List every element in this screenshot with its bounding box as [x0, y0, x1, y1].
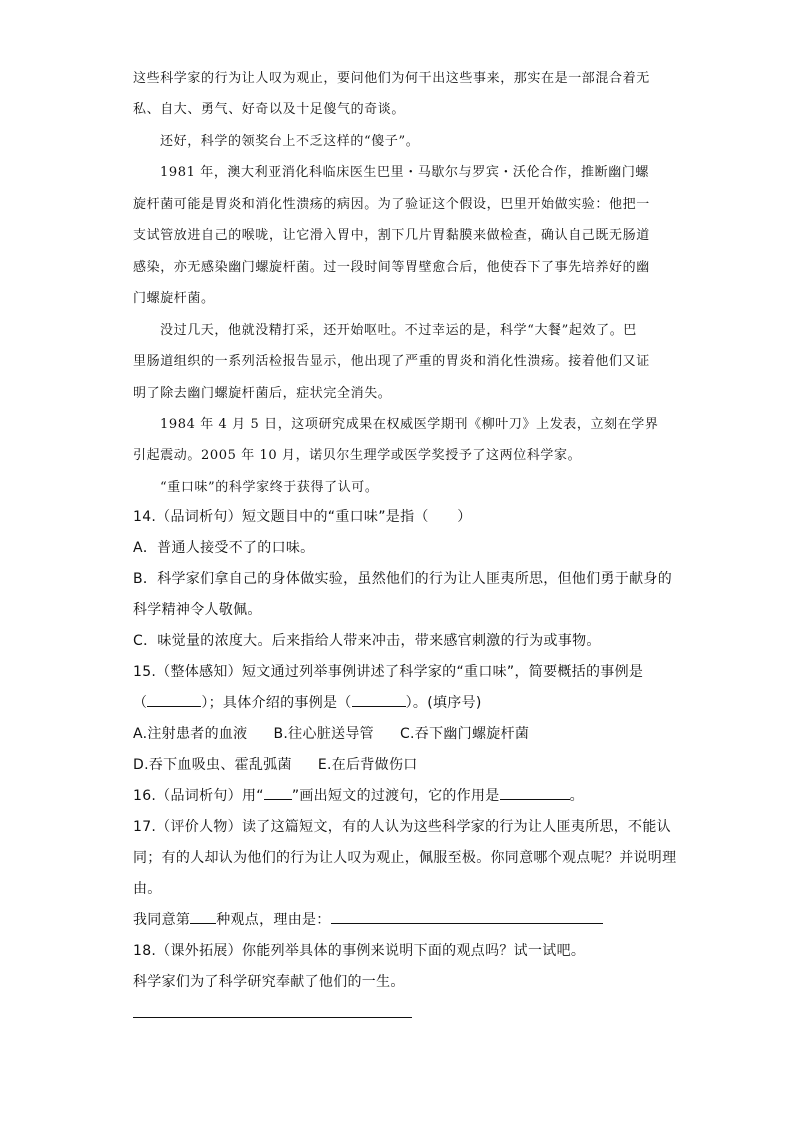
passage-line-14: “重口味”的科学家终于获得了认可。 — [160, 480, 379, 495]
passage-line-10: 里肠道组织的一系列活检报告显示，他出现了严重的胃炎和消化性溃疡。接着他们又证 — [133, 354, 650, 369]
passage-line-12: 1984 年 4 月 5 日，这项研究成果在权威医学期刊《柳叶刀》上发表，立刻在学界 — [160, 417, 659, 432]
passage-line-6: 支试管放进自己的喉咙，让它滑入胃中，割下几片胃黏膜来做检查，确认自己既无肠道 — [133, 228, 650, 243]
q15-stem-line1: 15.（整体感知）短文通过列举事例讲述了科学家的“重口味”，简要概括的事例是 — [133, 664, 644, 680]
q18-answer-blank[interactable] — [133, 1017, 412, 1018]
passage-line-8: 门螺旋杆菌。 — [133, 291, 215, 306]
q17-blank-reason[interactable] — [331, 911, 603, 924]
passage-line-3: 还好，科学的领奖台上不乏这样的“傻子”。 — [160, 134, 420, 149]
q18-viewpoint: 科学家们为了科学研究奉献了他们的一生。 — [133, 974, 405, 990]
q14-option-b-line1: B．科学家们拿自己的身体做实验，虽然他们的行为让人匪夷所思，但他们勇于献身的 — [133, 571, 673, 587]
q17-stem-line1: 17.（评价人物）读了这篇短文，有的人认为这些科学家的行为让人匪夷所思，不能认 — [133, 819, 671, 835]
passage-line-11: 明了除去幽门螺旋杆菌后，症状完全消失。 — [133, 386, 392, 401]
passage-line-4: 1981 年，澳大利亚消化科临床医生巴里・马歇尔与罗宾・沃伦合作，推断幽门螺 — [160, 165, 650, 180]
q16-text-a: 16.（品词析句）用“ — [133, 788, 264, 804]
q15-open-paren: （ — [133, 695, 148, 711]
q15-option-a: A.注射患者的血液 — [133, 726, 248, 742]
q15-option-d: D.吞下血吸虫、霍乱弧菌 — [133, 757, 292, 773]
q16-text-b: ”画出短文的过渡句，它的作用是 — [291, 788, 500, 804]
q17-answer-text-b: 种观点，理由是： — [216, 912, 331, 928]
q16-text-c: 。 — [569, 788, 584, 804]
q15-options-row2 — [133, 754, 418, 774]
q16-stem — [133, 785, 584, 805]
q15-option-b: B.往心脏送导管 — [273, 726, 374, 742]
q17-answer-text-a: 我同意第 — [133, 912, 191, 928]
q14-stem: 14.（品词析句）短文题目中的“重口味”是指（ ） — [133, 509, 472, 525]
q17-blank-viewpoint[interactable] — [190, 911, 216, 924]
passage-line-2: 私、自大、勇气、好奇以及十足傻气的奇谈。 — [133, 102, 406, 117]
q15-end-text: ）。(填序号) — [405, 695, 482, 711]
passage-line-5: 旋杆菌可能是胃炎和消化性溃疡的病因。为了验证这个假设，巴里开始做实验：他把一 — [133, 197, 650, 212]
q15-blank-detail[interactable] — [352, 694, 406, 707]
passage-line-9: 没过几天，他就没精打采，还开始呕吐。不过幸运的是，科学“大餐”起效了。巴 — [160, 323, 637, 338]
q17-stem-line3: 由。 — [133, 881, 162, 897]
q15-option-e: E.在后背做伤口 — [317, 757, 418, 773]
q17-answer-line — [133, 909, 603, 929]
q16-underline-sample — [264, 787, 292, 800]
q15-stem-line2 — [133, 692, 482, 712]
q15-option-c: C.吞下幽门螺旋杆菌 — [399, 726, 530, 742]
q15-options-row1 — [133, 723, 529, 743]
passage-line-13: 引起震动。2005 年 10 月，诺贝尔生理学或医学奖授予了这两位科学家。 — [133, 448, 582, 463]
q16-blank-function[interactable] — [500, 787, 570, 800]
q14-option-a: A．普通人接受不了的口味。 — [133, 540, 315, 556]
q15-middle-text: ）；具体介绍的事例是（ — [201, 695, 352, 711]
q17-stem-line2: 同；有的人却认为他们的行为让人叹为观止，佩服至极。你同意哪个观点呢？并说明理 — [133, 850, 677, 866]
q14-option-c: C．味觉量的浓度大。后来指给人带来冲击，带来感官刺激的行为或事物。 — [133, 633, 601, 649]
passage-line-7: 感染，亦无感染幽门螺旋杆菌。过一段时间等胃壁愈合后，他使吞下了事先培养好的幽 — [133, 260, 650, 275]
q18-stem: 18.（课外拓展）你能列举具体的事例来说明下面的观点吗？试一试吧。 — [133, 943, 586, 959]
passage-line-1: 这些科学家的行为让人叹为观止，要问他们为何干出这些事来，那实在是一部混合着无 — [133, 71, 650, 86]
q14-option-b-line2: 科学精神令人敬佩。 — [133, 602, 262, 618]
q15-blank-summary[interactable] — [147, 694, 201, 707]
